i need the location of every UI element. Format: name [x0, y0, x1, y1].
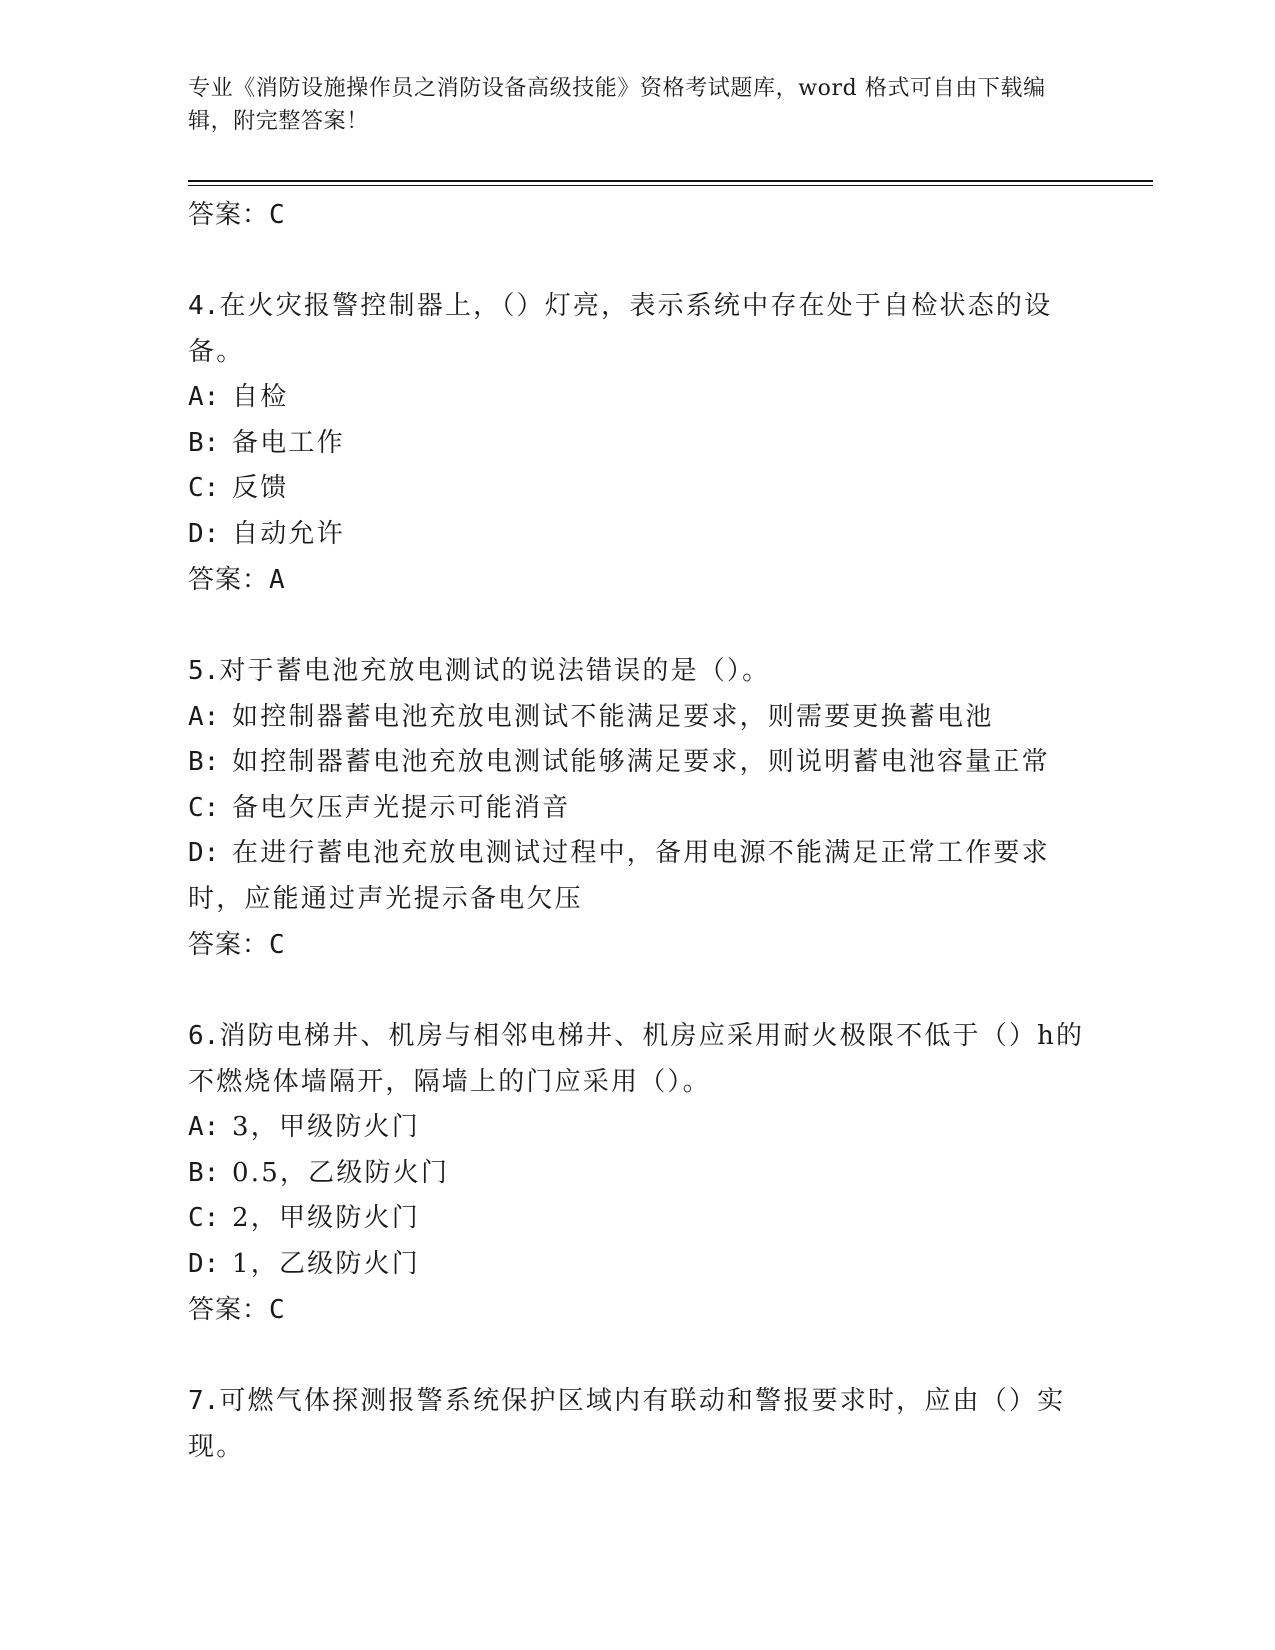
answer-value: A — [269, 565, 286, 595]
answer-line — [188, 192, 1088, 238]
option-d — [188, 1242, 1088, 1288]
option-c — [188, 786, 1088, 832]
option-letter: C: — [188, 792, 220, 823]
question-4 — [188, 284, 1088, 603]
option-b — [188, 1151, 1088, 1197]
question-list — [188, 192, 1088, 1470]
question-6 — [188, 1014, 1088, 1333]
option-c — [188, 466, 1088, 512]
option-letter: B: — [188, 1157, 220, 1188]
question-number: 5. — [188, 656, 220, 686]
header-divider — [188, 180, 1153, 182]
option-c — [188, 1196, 1088, 1242]
question-number: 7. — [188, 1386, 220, 1416]
option-letter: A: — [188, 1112, 220, 1142]
option-letter: C: — [188, 473, 220, 503]
option-text: 2，甲级防火门 — [232, 1203, 420, 1233]
option-letter: A: — [188, 382, 220, 412]
option-text: 备电工作 — [232, 427, 345, 458]
answer-label: 答案： — [188, 565, 270, 595]
answer-value: C — [269, 930, 286, 960]
question-stem — [188, 1014, 1088, 1105]
option-text: 自检 — [232, 382, 289, 412]
question-7 — [188, 1379, 1088, 1470]
option-letter: D: — [188, 1248, 220, 1279]
option-text: 在进行蓄电池充放电测试过程中，备用电源不能满足正常工作要求时，应能通过声光提示备电欠压 — [188, 838, 1050, 914]
option-a — [188, 375, 1088, 421]
option-letter: B: — [188, 747, 220, 777]
option-b — [188, 740, 1088, 786]
answer-line — [188, 922, 1088, 968]
answer-label: 答案： — [188, 930, 270, 960]
question-text: 消防电梯井、机房与相邻电梯井、机房应采用耐火极限不低于（）h的不燃烧体墙隔开，隔墙上的门应采用（）。 — [188, 1021, 1085, 1097]
option-text: 自动允许 — [232, 518, 345, 549]
document-header — [188, 72, 1068, 138]
header-text: 专业《消防设施操作员之消防设备高级技能》资格考试题库，word 格式可自由下载编辑，附完整答案！ — [188, 76, 1046, 134]
answer-value: C — [269, 200, 286, 230]
option-letter: D: — [188, 838, 220, 868]
option-text: 1，乙级防火门 — [232, 1248, 420, 1279]
answer-label: 答案： — [188, 1295, 270, 1325]
answer-line — [188, 557, 1088, 603]
option-letter: B: — [188, 427, 220, 458]
question-number: 4. — [188, 291, 220, 321]
question-text: 对于蓄电池充放电测试的说法错误的是（）。 — [219, 656, 771, 686]
option-letter: D: — [188, 518, 220, 549]
option-text: 如控制器蓄电池充放电测试不能满足要求，则需要更换蓄电池 — [232, 701, 994, 732]
option-text: 3，甲级防火门 — [232, 1112, 420, 1142]
answer-label: 答案： — [188, 200, 270, 230]
option-text: 0.5，乙级防火门 — [232, 1157, 450, 1188]
option-a — [188, 695, 1088, 741]
option-b — [188, 421, 1088, 467]
option-text: 如控制器蓄电池充放电测试能够满足要求，则说明蓄电池容量正常 — [232, 747, 1050, 777]
option-a — [188, 1105, 1088, 1151]
option-d — [188, 831, 1088, 922]
option-letter: A: — [188, 701, 220, 732]
answer-value: C — [269, 1295, 286, 1325]
question-stem — [188, 649, 1088, 695]
question-5 — [188, 649, 1088, 968]
option-text: 反馈 — [232, 473, 289, 503]
question-number: 6. — [188, 1021, 220, 1051]
question-text: 可燃气体探测报警系统保护区域内有联动和警报要求时，应由（）实现。 — [188, 1386, 1066, 1462]
option-d — [188, 512, 1088, 558]
question-stem — [188, 1379, 1088, 1470]
option-text: 备电欠压声光提示可能消音 — [232, 792, 571, 823]
answer-line — [188, 1287, 1088, 1333]
header-divider-thin — [188, 185, 1153, 186]
question-stem — [188, 284, 1088, 375]
option-letter: C: — [188, 1203, 220, 1233]
question-text: 在火灾报警控制器上，（）灯亮，表示系统中存在处于自检状态的设备。 — [188, 291, 1053, 367]
